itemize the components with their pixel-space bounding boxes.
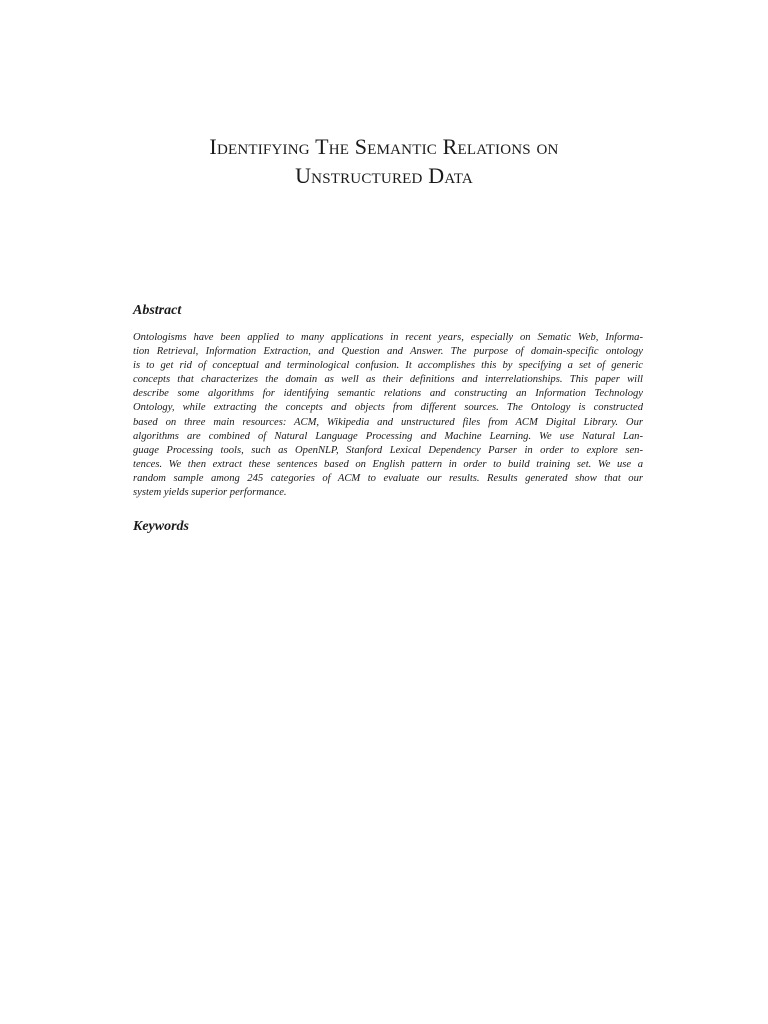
abstract-line: system yields superior performance.: [133, 487, 287, 499]
abstract-line: guage Processing tools, such as OpenNLP, Stanford Lexical Dependency Parser in order to explore sen-: [133, 444, 643, 456]
abstract-line: tion Retrieval, Information Extraction, and Question and Answer. The purpose of domain-specific ontology: [133, 346, 643, 358]
paper-title-line-1: Identifying The Semantic Relations on: [209, 134, 559, 159]
abstract-line: algorithms are combined of Natural Language Processing and Machine Learning. We use Natural Lan-: [133, 430, 643, 442]
paper-title-line-2: Unstructured Data: [295, 163, 473, 188]
abstract-line: concepts that characterizes the domain as well as their definitions and interrelationships. This paper will: [133, 374, 643, 386]
abstract-line: is to get rid of conceptual and terminological confusion. It accomplishes this by specifying a set of generic: [133, 360, 643, 372]
abstract-line: based on three main resources: ACM, Wikipedia and unstructured files from ACM Digital Library. Our: [133, 416, 643, 428]
abstract-heading: Abstract: [133, 303, 182, 318]
abstract-line: tences. We then extract these sentences based on English pattern in order to build training set. We use a: [133, 458, 643, 470]
abstract-line: random sample among 245 categories of ACM to evaluate our results. Results generated show that our: [133, 472, 643, 484]
paper-title: [100, 132, 668, 190]
abstract-line: Ontology, while extracting the concepts and objects from different sources. The Ontology is constructed: [133, 402, 643, 414]
abstract-line: describe some algorithms for identifying semantic relations and constructing an Information Technology: [133, 388, 643, 400]
abstract-body: [133, 331, 643, 500]
abstract-line: Ontologisms have been applied to many applications in recent years, especially on Sematic Web, Informa-: [133, 332, 643, 343]
keywords-heading: Keywords: [133, 519, 189, 534]
